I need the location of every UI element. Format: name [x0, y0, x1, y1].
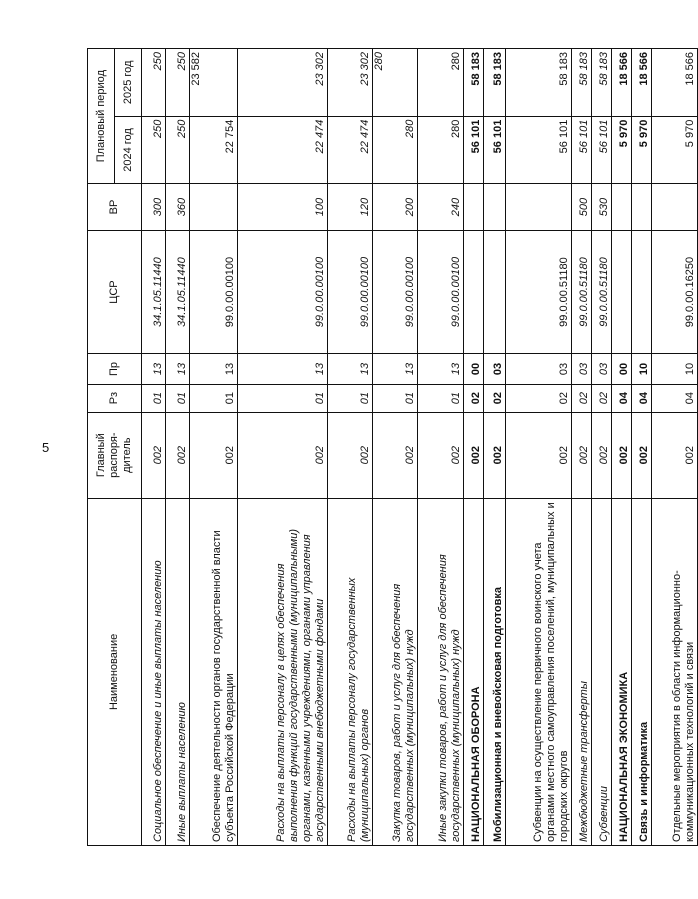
- row-csr: 99.0.00.00100: [238, 230, 328, 354]
- row-vr: 240: [418, 184, 464, 231]
- row-value-2025: 18 566: [612, 49, 632, 117]
- row-name: НАЦИОНАЛЬНАЯ ОБОРОНА: [464, 498, 484, 845]
- row-name: Расходы на выплаты персоналу в целях обеспечения выполнения функций государственными (муниципальными) органами, казенными учреждениями, органами управления государственными внебюджетными фондами: [238, 498, 328, 845]
- row-pr: 00: [464, 354, 484, 384]
- header-year-2024: 2024 год: [115, 116, 142, 184]
- table-row: [238, 49, 328, 846]
- row-value-2025: 23 302: [238, 49, 328, 117]
- row-csr: 99.0.00.00100: [328, 230, 373, 354]
- row-rz: 01: [328, 384, 373, 412]
- table-row: [373, 49, 418, 846]
- row-rz: 02: [592, 384, 612, 412]
- row-pr: 13: [190, 354, 238, 384]
- row-pr: 03: [592, 354, 612, 384]
- row-main-manager: 002: [652, 412, 698, 498]
- header-planning-period: Плановый период: [88, 49, 115, 184]
- row-vr: [632, 184, 652, 231]
- row-main-manager: 002: [632, 412, 652, 498]
- row-csr: [632, 230, 652, 354]
- row-rz: 04: [652, 384, 698, 412]
- row-vr: 100: [238, 184, 328, 231]
- row-value-2025: 23 302: [328, 49, 373, 117]
- row-vr: 360: [166, 184, 190, 231]
- row-value-2025: 250: [142, 49, 166, 117]
- row-value-2025: 58 183: [484, 49, 506, 117]
- row-pr: 13: [238, 354, 328, 384]
- header-csr: ЦСР: [88, 230, 142, 354]
- row-value-2024: 280: [373, 116, 418, 184]
- table-row: [418, 49, 464, 846]
- row-pr: 13: [166, 354, 190, 384]
- rotated-page: [60, 0, 697, 899]
- table-row: [166, 49, 190, 846]
- row-value-2025: 58 183: [572, 49, 592, 117]
- row-name: Социальное обеспечение и иные выплаты населению: [142, 498, 166, 845]
- row-value-2024: 56 101: [592, 116, 612, 184]
- row-csr: [484, 230, 506, 354]
- row-pr: 10: [652, 354, 698, 384]
- page-number: 5: [42, 440, 50, 455]
- header-vr: ВР: [88, 184, 142, 231]
- table-row: [464, 49, 484, 846]
- row-main-manager: 002: [592, 412, 612, 498]
- row-pr: 13: [142, 354, 166, 384]
- row-pr: 13: [418, 354, 464, 384]
- row-vr: [190, 184, 238, 231]
- row-name: Закупка товаров, работ и услуг для обеспечения государственных (муниципальных) нужд: [373, 498, 418, 845]
- row-name: Обеспечение деятельности органов государственной власти субъекта Российской Федерации: [190, 498, 238, 845]
- row-vr: 200: [373, 184, 418, 231]
- row-pr: 13: [328, 354, 373, 384]
- table-row: [484, 49, 506, 846]
- row-csr: 99.0.00.00100: [418, 230, 464, 354]
- row-rz: 01: [418, 384, 464, 412]
- row-csr: 34.1.05.11440: [142, 230, 166, 354]
- row-csr: [464, 230, 484, 354]
- row-name: Субвенции: [592, 498, 612, 845]
- row-rz: 04: [612, 384, 632, 412]
- row-value-2025: 18 566: [652, 49, 698, 117]
- row-csr: 99.0.00.00100: [190, 230, 238, 354]
- table-row: [328, 49, 373, 846]
- row-rz: 01: [190, 384, 238, 412]
- row-vr: [506, 184, 572, 231]
- row-name: Мобилизационная и вневойсковая подготовка: [484, 498, 506, 845]
- row-value-2024: 56 101: [464, 116, 484, 184]
- header-main-manager: Главный распоря-дитель: [88, 412, 142, 498]
- row-value-2025: 280: [418, 49, 464, 117]
- row-vr: 530: [592, 184, 612, 231]
- row-main-manager: 002: [373, 412, 418, 498]
- row-value-2024: 250: [166, 116, 190, 184]
- header-pr: Пр: [88, 354, 142, 384]
- row-name: Связь и информатика: [632, 498, 652, 845]
- row-name: Иные выплаты населению: [166, 498, 190, 845]
- table-row: [142, 49, 166, 846]
- row-pr: 00: [612, 354, 632, 384]
- header-rz: Рз: [88, 384, 142, 412]
- table-row: [190, 49, 238, 846]
- row-name: НАЦИОНАЛЬНАЯ ЭКОНОМИКА: [612, 498, 632, 845]
- row-rz: 01: [373, 384, 418, 412]
- row-vr: [612, 184, 632, 231]
- table-body: [142, 49, 698, 846]
- row-main-manager: 002: [506, 412, 572, 498]
- row-csr: 99.0.00.16250: [652, 230, 698, 354]
- header-year-2025: 2025 год: [115, 49, 142, 117]
- row-name: Отдельные мероприятия в области информационно-коммуникационных технологий и связи: [652, 498, 698, 845]
- table-row: [612, 49, 632, 846]
- row-pr: 03: [484, 354, 506, 384]
- table-row: [592, 49, 612, 846]
- table-row: [632, 49, 652, 846]
- row-main-manager: 002: [142, 412, 166, 498]
- row-value-2024: 5 970: [652, 116, 698, 184]
- budget-table: [87, 48, 698, 846]
- row-value-2024: 22 474: [238, 116, 328, 184]
- row-value-2024: 22 474: [328, 116, 373, 184]
- row-rz: 02: [464, 384, 484, 412]
- row-csr: [612, 230, 632, 354]
- row-csr: 99.0.00.51180: [506, 230, 572, 354]
- table-row: [506, 49, 572, 846]
- row-value-2025: 18 566: [632, 49, 652, 117]
- row-vr: [464, 184, 484, 231]
- row-main-manager: 002: [464, 412, 484, 498]
- row-rz: 01: [166, 384, 190, 412]
- row-vr: 120: [328, 184, 373, 231]
- row-main-manager: 002: [418, 412, 464, 498]
- row-main-manager: 002: [484, 412, 506, 498]
- row-value-2025: 250: [166, 49, 190, 117]
- row-rz: 02: [484, 384, 506, 412]
- row-rz: 02: [506, 384, 572, 412]
- row-value-2024: 5 970: [612, 116, 632, 184]
- row-rz: 01: [238, 384, 328, 412]
- row-value-2025: 58 183: [592, 49, 612, 117]
- row-name: Субвенции на осуществление первичного воинского учета органами местного самоуправления поселений, муниципальных и городских округов: [506, 498, 572, 845]
- row-main-manager: 002: [190, 412, 238, 498]
- row-vr: 500: [572, 184, 592, 231]
- row-name: Расходы на выплаты персоналу государственных (муниципальных) органов: [328, 498, 373, 845]
- row-name: Межбюджетные трансферты: [572, 498, 592, 845]
- row-rz: 02: [572, 384, 592, 412]
- row-pr: 03: [572, 354, 592, 384]
- row-value-2024: 56 101: [484, 116, 506, 184]
- row-csr: 99.0.00.00100: [373, 230, 418, 354]
- table-row: [572, 49, 592, 846]
- row-value-2024: 22 754: [190, 116, 238, 184]
- row-value-2025: 58 183: [464, 49, 484, 117]
- row-csr: 34.1.05.11440: [166, 230, 190, 354]
- row-value-2024: 5 970: [632, 116, 652, 184]
- header-name: Наименование: [88, 498, 142, 845]
- row-name: Иные закупки товаров, работ и услуг для обеспечения государственных (муниципальных) нужд: [418, 498, 464, 845]
- row-value-2025: 23 582: [190, 49, 238, 117]
- row-main-manager: 002: [238, 412, 328, 498]
- row-pr: 03: [506, 354, 572, 384]
- row-rz: 04: [632, 384, 652, 412]
- row-main-manager: 002: [328, 412, 373, 498]
- row-main-manager: 002: [166, 412, 190, 498]
- row-value-2024: 56 101: [506, 116, 572, 184]
- row-vr: 300: [142, 184, 166, 231]
- row-main-manager: 002: [612, 412, 632, 498]
- row-csr: 99.0.00.51180: [592, 230, 612, 354]
- row-rz: 01: [142, 384, 166, 412]
- row-vr: [652, 184, 698, 231]
- table-row: [652, 49, 698, 846]
- row-vr: [484, 184, 506, 231]
- row-value-2024: 250: [142, 116, 166, 184]
- row-main-manager: 002: [572, 412, 592, 498]
- row-csr: 99.0.00.51180: [572, 230, 592, 354]
- row-value-2024: 280: [418, 116, 464, 184]
- row-value-2024: 56 101: [572, 116, 592, 184]
- row-value-2025: 58 183: [506, 49, 572, 117]
- row-value-2025: 280: [373, 49, 418, 117]
- row-pr: 10: [632, 354, 652, 384]
- row-pr: 13: [373, 354, 418, 384]
